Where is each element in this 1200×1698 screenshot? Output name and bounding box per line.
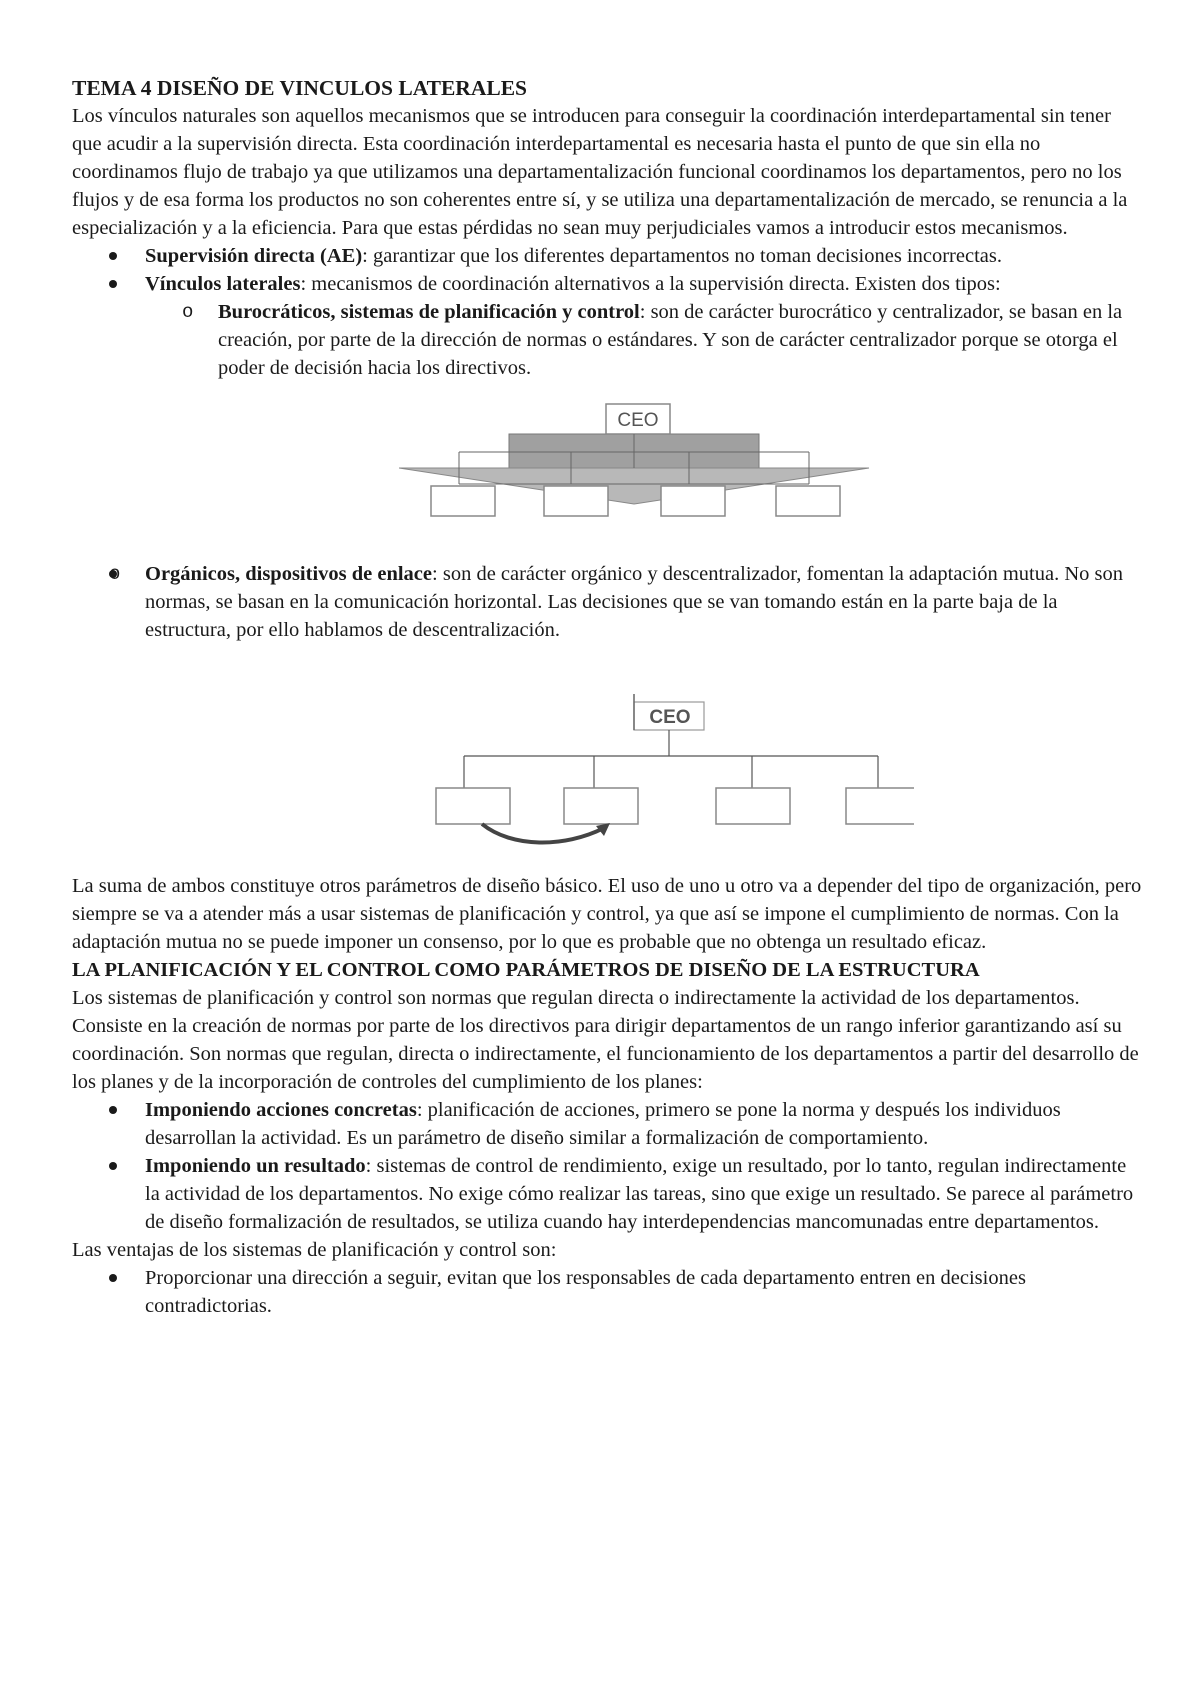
document-title: TEMA 4 DISEÑO DE VINCULOS LATERALES [72,76,527,100]
department-box [431,486,495,516]
document-page [72,74,1142,1320]
sub-text: : son de carácter orgánico y descentralizador, fomentan la adaptación mutua. No son normas, se basan en la comunicación horizontal. Las decisiones que se van tomando están en la parte baja de la estructura, por ello hablamos de descentralización. [145,563,1123,641]
intro-paragraph: Los vínculos naturales son aquellos mecanismos que se introducen para conseguir la coordinación interdepartamental sin tener que acudir a la supervisión directa. Esta coordinación interdepartamental es necesaria hasta el punto de que sin ella no coordinamos flujo de trabajo ya que utilizamos una departamentalización funcional coordinamos los departamentos, pero no los flujos y de esa forma los productos no son coherentes entre sí, y se utiliza una departamentalización de mercado, se renuncia a la especialización y a la eficiencia. Para que estas pérdidas no sean muy perjudiciales vamos a introducir estos mecanismos. [72,105,1128,239]
bullet-term: Imponiendo un resultado [145,1155,366,1177]
department-box [846,788,914,824]
bullet-text: : garantizar que los diferentes departamentos no toman decisiones incorrectas. [362,245,1002,267]
bullet-list-1b [72,560,1142,644]
sub-term: Orgánicos, dispositivos de enlace [145,563,433,585]
bullet-list-3 [72,1264,1142,1320]
list-item [145,270,1142,382]
bullet-term: Vínculos laterales [145,273,301,295]
bullet-text: : mecanismos de coordinación alternativos a la supervisión directa. Existen dos tipos: [300,273,1001,295]
department-box [436,788,510,824]
mutual-adjustment-arrow [482,824,604,843]
sub-list-1 [145,298,1142,382]
ceo-label: CEO [617,410,659,431]
list-item-container [145,560,1142,644]
bullet-text: Proporcionar una dirección a seguir, evitan que los responsables de cada departamento entren en decisiones contradictorias. [145,1267,1026,1317]
section-heading: LA PLANIFICACIÓN Y EL CONTROL COMO PARÁMETROS DE DISEÑO DE LA ESTRUCTURA [72,959,980,981]
decentralized-diagram [72,680,1142,854]
sub-list-2 [72,560,1142,644]
bullet-list-2 [72,1096,1142,1236]
centralized-diagram [72,396,1142,560]
ceo-label: CEO [649,707,691,728]
bullet-list-1 [72,242,1142,382]
bullet-term: Supervisión directa (AE) [145,245,363,267]
centralized-diagram-svg [399,396,919,560]
bullet-text: : sistemas de control de rendimiento, exige un resultado, por lo tanto, regulan indirectamente la actividad de los departamentos. No exige cómo realizar las tareas, sino que exige un resultado. Se parece al parámetro de diseño formalización de resultados, se utiliza cuando hay interdependencias mancomunadas entre departamentos. [145,1155,1134,1233]
list-item [145,242,1142,270]
department-box [661,486,725,516]
list-item [145,560,1142,644]
bullet-term: Imponiendo acciones concretas [145,1099,417,1121]
list-item [145,1096,1142,1152]
department-box [776,486,840,516]
list-item [145,1152,1142,1236]
summary-paragraph: La suma de ambos constituye otros parámetros de diseño básico. El uso de uno u otro va a depender del tipo de organización, pero siempre se va a atender más a usar sistemas de planificación y control, ya que así se impone el cumplimiento de normas. Con la adaptación mutua no se puede imponer un consenso, por lo que es probable que no obtenga un resultado eficaz. [72,875,1142,953]
sub-term: Burocráticos, sistemas de planificación y control [218,301,640,323]
sub-text: : son de carácter burocrático y centralizador, se basan en la creación, por parte de la dirección de normas o estándares. Y son de carácter centralizador porque se otorga el poder de decisión hacia los directivos. [218,301,1123,379]
advantages-intro: Las ventajas de los sistemas de planificación y control son: [72,1239,557,1261]
bullet-text: : planificación de acciones, primero se pone la norma y después los individuos desarrollan la actividad. Es un parámetro de diseño similar a formalización de comportamiento. [145,1099,1061,1149]
list-item [218,298,1142,382]
list-item [145,1264,1142,1320]
decentralized-diagram-svg [434,680,914,854]
department-box [544,486,608,516]
planning-paragraph: Los sistemas de planificación y control son normas que regulan directa o indirectamente la actividad de los departamentos. Consiste en la creación de normas por parte de los directivos para dirigir departamentos de un rango inferior garantizando así su coordinación. Son normas que regulan, directa o indirectamente, el funcionamiento de los departamentos a partir del desarrollo de los planes y de la incorporación de controles del cumplimiento de los planes: [72,987,1139,1093]
department-box [564,788,638,824]
department-box [716,788,790,824]
